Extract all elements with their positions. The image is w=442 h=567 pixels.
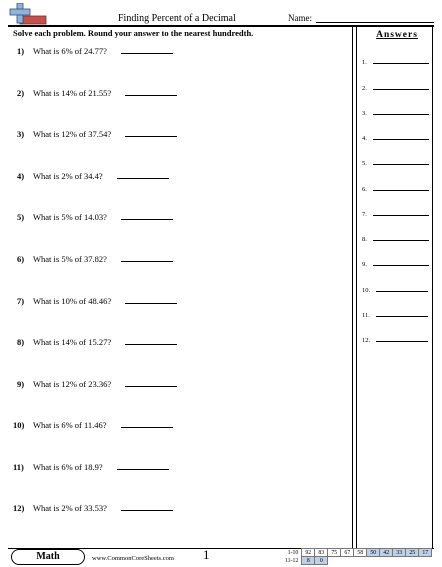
- answer-line[interactable]: [373, 108, 429, 115]
- answer-line-8: 8.: [362, 234, 429, 243]
- answer-blank[interactable]: [121, 418, 173, 428]
- answer-column-divider-inner: [356, 26, 357, 549]
- page-title: Finding Percent of a Decimal: [118, 13, 236, 24]
- answer-blank[interactable]: [117, 169, 169, 179]
- score-cell: 50: [367, 549, 380, 557]
- answer-blank[interactable]: [125, 86, 177, 96]
- answer-blank[interactable]: [121, 501, 173, 511]
- problem-2: 2) What is 14% of 21.55?: [17, 86, 177, 98]
- answer-line-7: 7.: [362, 209, 429, 218]
- score-cell: 17: [419, 549, 432, 557]
- answer-line-1: 1.: [362, 57, 429, 66]
- problem-6: 6) What is 5% of 37.82?: [17, 252, 173, 264]
- problem-10: 10) What is 6% of 11.46?: [13, 418, 173, 430]
- score-row-2: [283, 557, 432, 565]
- answer-line-9: 9.: [362, 259, 429, 268]
- answer-blank[interactable]: [121, 252, 173, 262]
- score-cell: 8: [302, 557, 315, 565]
- answer-line[interactable]: [373, 184, 429, 191]
- right-border: [432, 26, 433, 549]
- page-number: 1: [203, 547, 210, 562]
- score-cell: 42: [380, 549, 393, 557]
- problem-5: 5) What is 5% of 14.03?: [17, 210, 173, 222]
- answer-blank[interactable]: [117, 460, 169, 470]
- answer-blank[interactable]: [121, 210, 173, 220]
- answer-line-11: 11.: [362, 310, 428, 319]
- score-row-1: [283, 549, 432, 557]
- answer-blank[interactable]: [125, 377, 177, 387]
- answer-line-2: 2.: [362, 83, 429, 92]
- problem-4: 4) What is 2% of 34.4?: [17, 169, 169, 181]
- answer-line[interactable]: [373, 209, 429, 216]
- answer-line[interactable]: [373, 234, 429, 241]
- problem-3: 3) What is 12% of 37.54?: [17, 127, 177, 139]
- score-cell: 25: [406, 549, 419, 557]
- score-table: [283, 548, 432, 565]
- score-cell: 0: [315, 557, 328, 565]
- answer-line-4: 4.: [362, 133, 429, 142]
- answers-title: Answers: [376, 30, 418, 40]
- name-label: Name:: [288, 13, 312, 23]
- answer-line[interactable]: [376, 310, 428, 317]
- answer-line-12: 12.: [362, 335, 428, 344]
- answer-line-10: 10.: [362, 285, 428, 294]
- score-cell: 58: [354, 549, 367, 557]
- answer-line[interactable]: [373, 259, 429, 266]
- problem-12: 12) What is 2% of 33.53?: [13, 501, 173, 513]
- answer-blank[interactable]: [125, 127, 177, 137]
- answer-blank[interactable]: [125, 294, 177, 304]
- answer-blank[interactable]: [121, 44, 173, 54]
- problem-9: 9) What is 12% of 23.36?: [17, 377, 177, 389]
- score-cell: 92: [302, 549, 315, 557]
- problem-8: 8) What is 14% of 15.27?: [17, 335, 177, 347]
- instructions: Solve each problem. Round your answer to the nearest hundredth.: [13, 28, 254, 38]
- answer-line[interactable]: [373, 133, 429, 140]
- plus-logo-icon: [8, 3, 50, 25]
- answer-line-5: 5.: [362, 158, 429, 167]
- name-field-line: [316, 22, 434, 23]
- problem-1: 1) What is 6% of 24.77?: [17, 44, 173, 56]
- answer-blank[interactable]: [125, 335, 177, 345]
- answer-line[interactable]: [373, 158, 429, 165]
- score-row-label: 1-10: [287, 549, 299, 556]
- answer-column-divider: [352, 26, 353, 549]
- score-cell: 67: [341, 549, 354, 557]
- answer-line[interactable]: [373, 83, 429, 90]
- score-row-label: 11-12: [285, 557, 299, 564]
- problem-11: 11) What is 6% of 18.9?: [13, 460, 169, 472]
- answer-line-3: 3.: [362, 108, 429, 117]
- score-cell: 33: [393, 549, 406, 557]
- answer-line[interactable]: [376, 285, 428, 292]
- header-rule: [8, 25, 434, 27]
- answer-line[interactable]: [376, 335, 428, 342]
- problem-7: 7) What is 10% of 48.46?: [17, 294, 177, 306]
- footer-url: www.CommonCoreSheets.com: [92, 555, 174, 562]
- score-cell: 75: [328, 549, 341, 557]
- math-badge: Math: [11, 549, 85, 565]
- score-cell: 83: [315, 549, 328, 557]
- answer-line[interactable]: [373, 57, 429, 64]
- answer-line-6: 6.: [362, 184, 429, 193]
